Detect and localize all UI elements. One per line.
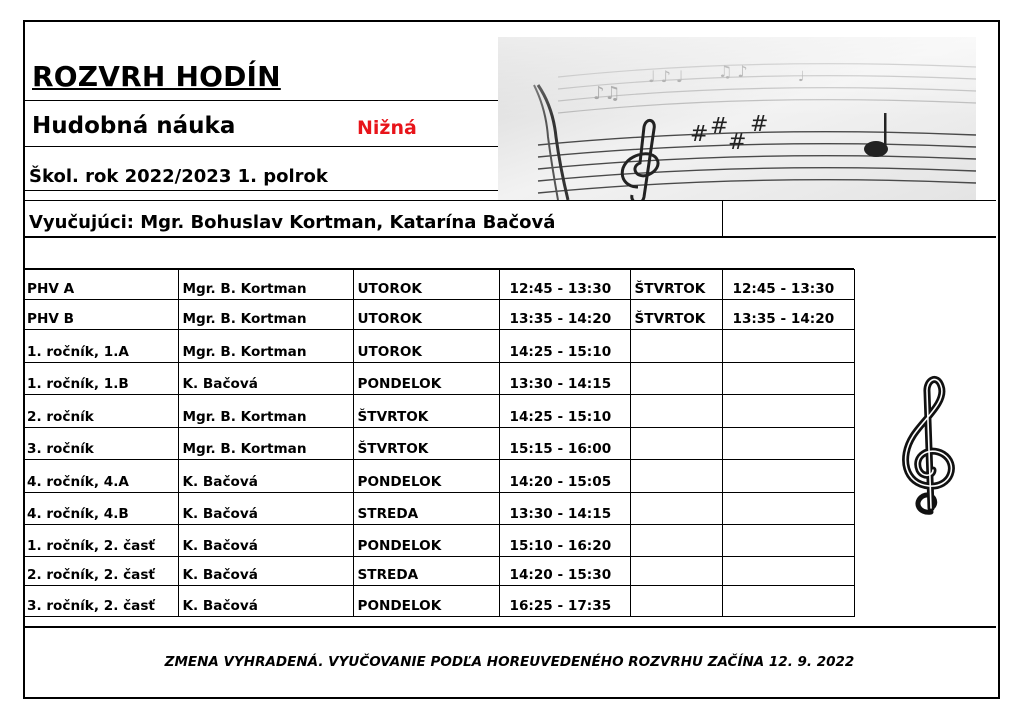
cell-time-1: 13:30 - 14:15 (499, 493, 630, 525)
footer-note: ZMENA VYHRADENÁ. VYUČOVANIE PODĽA HOREUVEDENÉHO ROZVRHU ZAČÍNA 12. 9. 2022 (164, 654, 855, 670)
cell-time-1: 15:15 - 16:00 (499, 428, 630, 460)
cell-class: 4. ročník, 4.B (25, 493, 178, 525)
table-row (25, 300, 854, 330)
cell-class: 1. ročník, 1.B (25, 363, 178, 395)
cell-day-1: ŠTVRTOK (353, 428, 499, 460)
page-title: ROZVRH HODÍN (32, 60, 281, 93)
cell-day-1: PONDELOK (353, 586, 499, 617)
cell-time-2 (722, 330, 854, 363)
cell-time-2 (722, 363, 854, 395)
sheet-music-photo (498, 37, 976, 200)
subject-divider (25, 146, 498, 147)
cell-class: 4. ročník, 4.A (25, 460, 178, 493)
cell-day-1: PONDELOK (353, 525, 499, 557)
cell-time-1: 12:45 - 13:30 (499, 270, 630, 300)
cell-class: PHV B (25, 300, 178, 330)
year-divider (25, 190, 498, 191)
cell-day-2: ŠTVRTOK (630, 270, 722, 300)
cell-time-1: 15:10 - 16:20 (499, 525, 630, 557)
table-row (25, 525, 854, 557)
schedule-table (25, 269, 855, 617)
cell-day-2: ŠTVRTOK (630, 300, 722, 330)
footer-divider (25, 626, 996, 628)
cell-day-2 (630, 493, 722, 525)
cell-day-1: UTOROK (353, 300, 499, 330)
teachers-top-divider (25, 200, 996, 201)
cell-class: 2. ročník (25, 395, 178, 428)
teachers-line: Vyučujúci: Mgr. Bohuslav Kortman, Katarína Bačová (29, 212, 556, 233)
cell-class: PHV A (25, 270, 178, 300)
cell-time-2: 13:35 - 14:20 (722, 300, 854, 330)
table-row (25, 363, 854, 395)
table-row (25, 557, 854, 586)
table-row (25, 586, 854, 617)
cell-day-2 (630, 363, 722, 395)
cell-time-2 (722, 525, 854, 557)
cell-teacher: Mgr. B. Kortman (178, 270, 353, 300)
cell-day-2 (630, 330, 722, 363)
treble-clef-icon (893, 372, 965, 517)
cell-day-1: UTOROK (353, 270, 499, 300)
subject-name: Hudobná náuka (32, 113, 236, 139)
cell-class: 3. ročník, 2. časť (25, 586, 178, 617)
cell-time-1: 14:25 - 15:10 (499, 330, 630, 363)
cell-teacher: K. Bačová (178, 586, 353, 617)
title-underline-divider (25, 100, 498, 101)
cell-time-1: 14:25 - 15:10 (499, 395, 630, 428)
cell-time-1: 16:25 - 17:35 (499, 586, 630, 617)
table-row (25, 460, 854, 493)
cell-time-2 (722, 428, 854, 460)
cell-teacher: K. Bačová (178, 557, 353, 586)
teachers-cell-divider (722, 200, 723, 236)
cell-time-2 (722, 493, 854, 525)
cell-class: 3. ročník (25, 428, 178, 460)
cell-day-1: UTOROK (353, 330, 499, 363)
table-row (25, 270, 854, 300)
cell-day-1: PONDELOK (353, 460, 499, 493)
school-year: Škol. rok 2022/2023 1. polrok (29, 166, 328, 187)
cell-class: 1. ročník, 1.A (25, 330, 178, 363)
cell-time-1: 14:20 - 15:30 (499, 557, 630, 586)
cell-teacher: K. Bačová (178, 460, 353, 493)
cell-day-1: STREDA (353, 557, 499, 586)
cell-teacher: Mgr. B. Kortman (178, 300, 353, 330)
cell-teacher: K. Bačová (178, 363, 353, 395)
cell-teacher: Mgr. B. Kortman (178, 428, 353, 460)
cell-day-2 (630, 460, 722, 493)
table-row (25, 493, 854, 525)
cell-time-1: 13:35 - 14:20 (499, 300, 630, 330)
table-row (25, 428, 854, 460)
cell-day-1: PONDELOK (353, 363, 499, 395)
table-row (25, 395, 854, 428)
cell-time-2 (722, 395, 854, 428)
cell-time-2: 12:45 - 13:30 (722, 270, 854, 300)
table-row (25, 330, 854, 363)
cell-time-1: 13:30 - 14:15 (499, 363, 630, 395)
cell-day-2 (630, 428, 722, 460)
cell-day-1: ŠTVRTOK (353, 395, 499, 428)
cell-class: 2. ročník, 2. časť (25, 557, 178, 586)
cell-day-2 (630, 395, 722, 428)
cell-time-2 (722, 557, 854, 586)
cell-time-2 (722, 460, 854, 493)
cell-day-2 (630, 525, 722, 557)
cell-day-2 (630, 586, 722, 617)
cell-time-1: 14:20 - 15:05 (499, 460, 630, 493)
cell-teacher: Mgr. B. Kortman (178, 330, 353, 363)
cell-time-2 (722, 586, 854, 617)
cell-teacher: K. Bačová (178, 493, 353, 525)
cell-class: 1. ročník, 2. časť (25, 525, 178, 557)
teachers-bottom-divider (25, 236, 996, 238)
cell-day-2 (630, 557, 722, 586)
cell-day-1: STREDA (353, 493, 499, 525)
branch-name: Nižná (357, 117, 417, 139)
cell-teacher: Mgr. B. Kortman (178, 395, 353, 428)
cell-teacher: K. Bačová (178, 525, 353, 557)
